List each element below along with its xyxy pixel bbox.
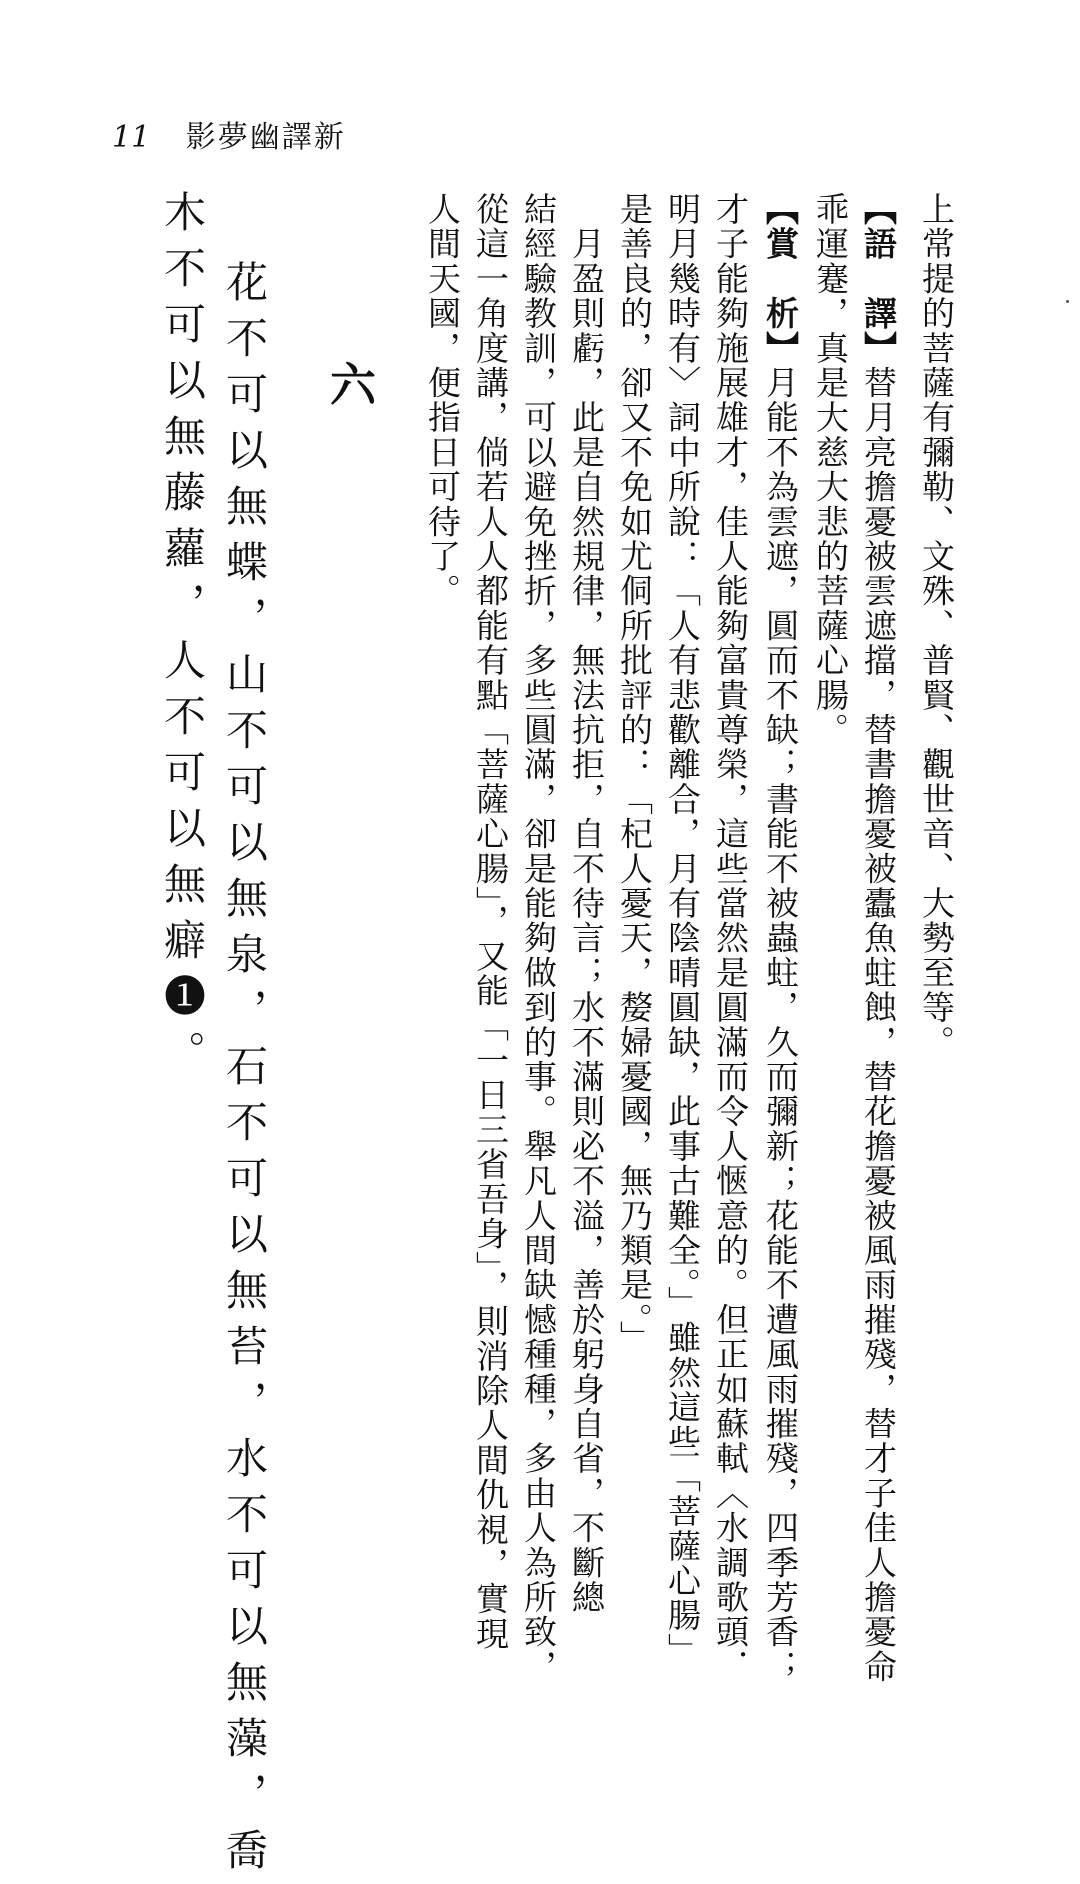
commentary-top-line: 上常提的菩薩有彌勒、文殊、普賢、觀世音、大勢至等。 xyxy=(917,192,956,1060)
book-title: 影夢幽譯新 xyxy=(185,120,346,155)
appreciation-label: 【賞 析】 xyxy=(761,192,800,366)
margin-mark xyxy=(1066,300,1069,303)
section-number: 六 xyxy=(330,358,376,412)
appreciation-line-1 xyxy=(760,192,800,1684)
appreciation-line-6: 結經驗教訓，可以避免挫折，多些圓滿，卻是能夠做到的事。舉凡人間缺憾種種，多由人為所致， xyxy=(519,192,558,1685)
appreciation-line-5: 月盈則虧，此是自然規律，無法抗拒，自不待言；水不滿則必不溢，善於躬身自省，不斷總 xyxy=(567,192,606,1615)
appreciation-line-8: 人間天國，便指日可待了。 xyxy=(423,192,462,609)
appreciation-line-4: 是善良的，卻又不免如尤侗所批評的：「杞人憂天，嫠婦憂國，無乃類是。」 xyxy=(615,192,654,1356)
appreciation-line-3: 明月幾時有〉詞中所說：「人有悲歡離合，月有陰晴圓缺，此事古難全。」雖然這些「菩薩心腸」 xyxy=(663,192,702,1668)
page-header xyxy=(112,118,346,158)
translation-text-1: 替月亮擔憂被雲遮擋，替書擔憂被蠹魚蛀蝕，替花擔憂被風雨摧殘，替才子佳人擔憂命 xyxy=(859,365,898,1685)
appreciation-line-7: 從這一角度講，倘若人人都能有點「菩薩心腸」，又能「一日三省吾身」，則消除人間仇視，實現 xyxy=(471,192,510,1652)
translation-label: 【語 譯】 xyxy=(859,192,898,366)
verse-line-1: 花不可以無蝶，山不可以無泉，石不可以無苔，水不可以無藻，喬 xyxy=(220,260,269,1884)
translation-line-2: 乖運蹇，真是大慈大悲的菩薩心腸。 xyxy=(811,192,850,748)
page-number: 11 xyxy=(112,120,151,155)
translation-line-1 xyxy=(858,192,898,1684)
appreciation-line-2: 才子能夠施展雄才，佳人能夠富貴尊榮，這些當然是圓滿而令人愜意的。但正如蘇軾〈水調歌頭． xyxy=(711,192,750,1685)
verse-line-2: 木不可以無藤蘿，人不可以無癖❶。 xyxy=(158,190,207,1086)
appreciation-text-1: 月能不為雲遮，圓而不缺；書能不被蟲蛀，久而彌新；花能不遭風雨摧殘，四季芳香； xyxy=(761,365,800,1685)
